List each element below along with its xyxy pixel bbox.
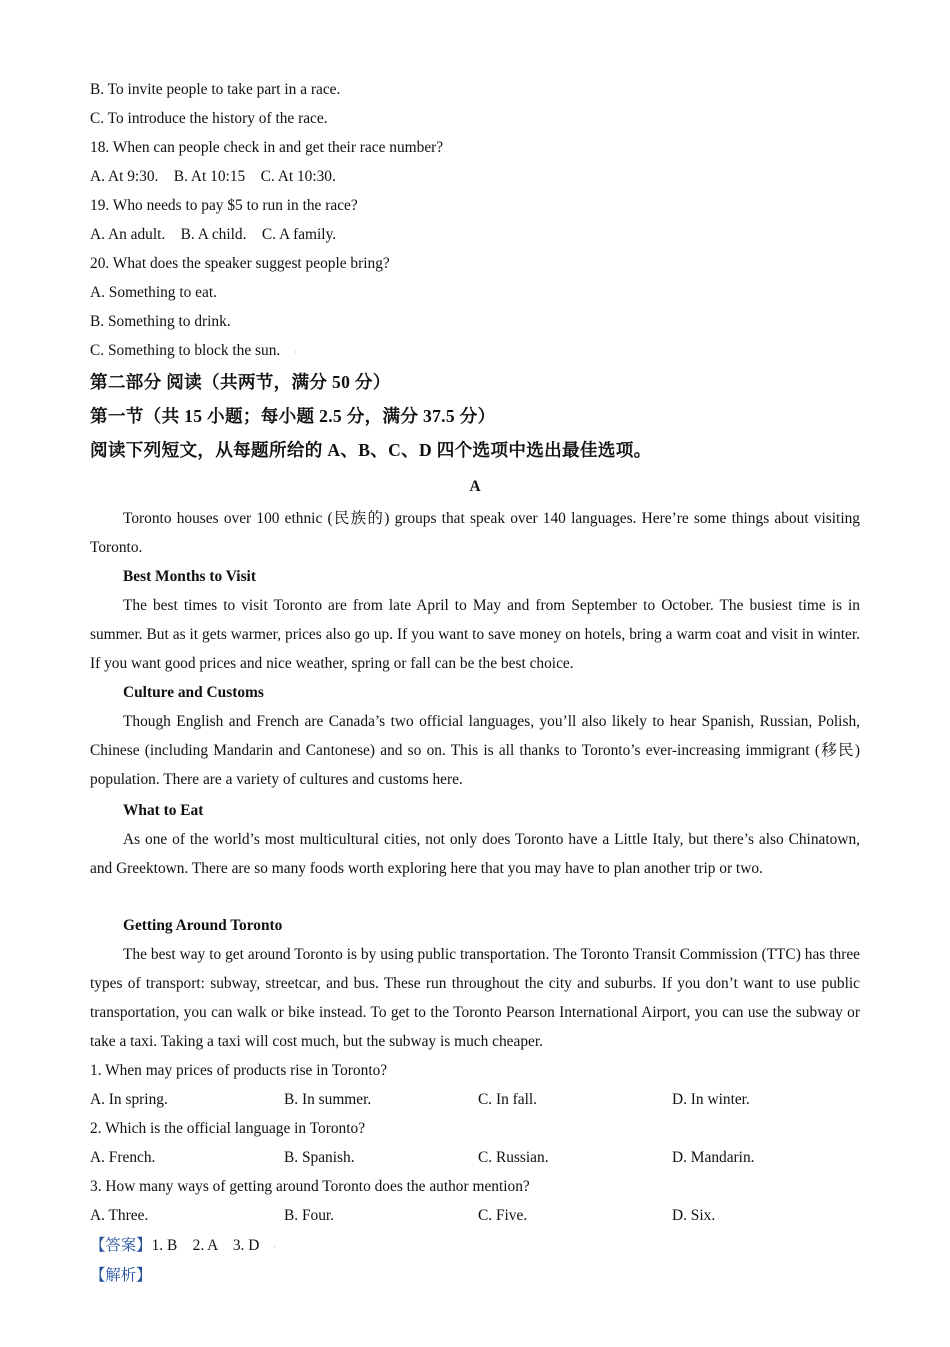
heading-culture: Culture and Customs xyxy=(123,684,264,701)
question-3-option-a: A. Three. xyxy=(90,1207,149,1224)
question-2-option-a: A. French. xyxy=(90,1149,156,1166)
analysis-line xyxy=(90,1261,152,1290)
section-instruction: 阅读下列短文，从每题所给的 A、B、C、D 四个选项中选出最佳选项。 xyxy=(90,440,652,460)
part-title: 第二部分 阅读（共两节，满分 50 分） xyxy=(90,372,391,392)
paragraph-culture: Though English and French are Canada’s two official languages, you’ll also likely to hear Spanish, Russian, Polish, Chinese (including Mandarin and Cantonese) and so on. This is all thanks to Toronto’s ever-increasing immigrant (移民) population. There are a variety of cultures and customs here. xyxy=(90,713,860,788)
q17-option-c: C. To introduce the history of the race. xyxy=(90,110,328,127)
q19-options: A. An adult. B. A child. C. A family. xyxy=(90,226,337,243)
question-2-option-d: D. Mandarin. xyxy=(672,1149,755,1166)
answer-line xyxy=(90,1231,276,1262)
paragraph-best-months: The best times to visit Toronto are from late April to May and from September to October. The busiest time is in summer. But as it gets warmer, prices also go up. If you want to save money on hotels, bring a warm coat and visit in winter. If you want good prices and nice weather, spring or fall can be the best choice. xyxy=(90,597,860,672)
question-2-stem: 2. Which is the official language in Toronto? xyxy=(90,1120,366,1137)
paragraph-transport: The best way to get around Toronto is by using public transportation. The Toronto Transit Commission (TTC) has three types of transport: subway, streetcar, and bus. These run throughout the city and suburbs. If you don’t want to use public transportation, you can walk or bike instead. To get to the Toronto Pearson International Airport, you can use the subway or take a taxi. Taking a taxi will cost much, but the subway is much cheaper. xyxy=(90,946,860,1050)
watermark-dot: · xyxy=(273,1243,276,1252)
question-3-option-b: B. Four. xyxy=(284,1207,335,1224)
q20-option-a: A. Something to eat. xyxy=(90,284,217,301)
question-3-option-c: C. Five. xyxy=(478,1207,528,1224)
paragraph-food: As one of the world’s most multicultural cities, not only does Toronto have a Little Italy, but there’s also Chinatown, and Greektown. There are so many foods worth exploring here that you may have to plan another trip or two. xyxy=(90,831,860,877)
q18-stem: 18. When can people check in and get their race number? xyxy=(90,139,444,156)
heading-transport: Getting Around Toronto xyxy=(123,917,283,934)
question-1-stem: 1. When may prices of products rise in Toronto? xyxy=(90,1062,388,1079)
answer-text: 1. B 2. A 3. D xyxy=(151,1237,260,1254)
q17-option-b: B. To invite people to take part in a race. xyxy=(90,81,341,98)
question-2-option-b: B. Spanish. xyxy=(284,1149,355,1166)
analysis-label: 【解析】 xyxy=(90,1267,152,1284)
q19-stem: 19. Who needs to pay $5 to run in the race? xyxy=(90,197,358,214)
heading-food: What to Eat xyxy=(123,802,204,819)
q20-option-c: C. Something to block the sun. xyxy=(90,342,281,359)
section-title: 第一节（共 15 小题；每小题 2.5 分，满分 37.5 分） xyxy=(90,406,496,426)
question-3-stem: 3. How many ways of getting around Toronto does the author mention? xyxy=(90,1178,530,1195)
answer-label: 【答案】 xyxy=(90,1237,152,1254)
q18-options: A. At 9:30. B. At 10:15 C. At 10:30. xyxy=(90,168,336,185)
question-1-option-d: D. In winter. xyxy=(672,1091,750,1108)
question-1-option-c: C. In fall. xyxy=(478,1091,537,1108)
question-1-option-a: A. In spring. xyxy=(90,1091,168,1108)
question-2-option-c: C. Russian. xyxy=(478,1149,549,1166)
passage-intro: Toronto houses over 100 ethnic (民族的) groups that speak over 140 languages. Here’re some things about visiting Toronto. xyxy=(90,510,860,556)
question-3-option-d: D. Six. xyxy=(672,1207,716,1224)
q20-option-b: B. Something to drink. xyxy=(90,313,231,330)
q20-stem: 20. What does the speaker suggest people bring? xyxy=(90,255,390,272)
passage-letter: A xyxy=(469,478,481,495)
heading-best-months: Best Months to Visit xyxy=(123,568,256,585)
q20-option-c-row xyxy=(90,336,297,367)
watermark-dot: · xyxy=(294,348,297,357)
question-1-option-b: B. In summer. xyxy=(284,1091,372,1108)
